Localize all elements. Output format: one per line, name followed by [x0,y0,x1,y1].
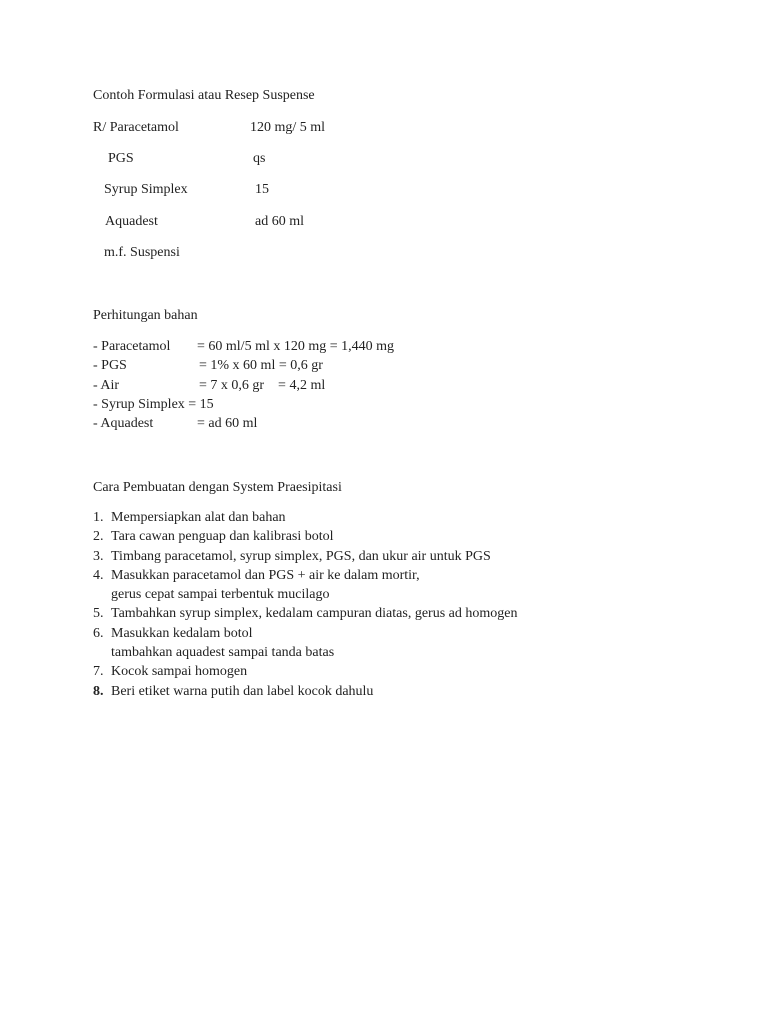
step-text: Beri etiket warna putih dan label kocok dahulu [111,684,374,699]
step-continuation: gerus cepat sampai terbentuk mucilago [111,587,330,602]
recipe-item-name: Syrup Simplex [104,182,188,197]
calc-label: - Air [93,378,120,393]
recipe-item-amount: 120 mg/ 5 ml [250,120,326,135]
recipe-item-name: Aquadest [105,214,158,229]
recipe-item-amount: 15 [255,182,269,197]
page-title: Contoh Formulasi atau Resep Suspense [93,88,315,103]
step-number: 2. [93,529,104,544]
calc-value: = 60 ml/5 ml x 120 mg = 1,440 mg [197,339,395,354]
step-number: 1. [93,510,104,525]
recipe-item-name: m.f. Suspensi [104,245,180,260]
recipe-item-amount: ad 60 ml [255,214,304,229]
calc-label: - Aquadest [93,416,154,431]
calc-label: - Syrup Simplex = 15 [93,397,214,412]
step-text: Masukkan kedalam botol [111,626,253,641]
step-number: 3. [93,549,104,564]
calc-title: Perhitungan bahan [93,308,198,323]
step-number: 8. [93,684,104,699]
step-item [93,684,373,700]
step-number: 6. [93,626,104,641]
recipe-item-name: R/ Paracetamol [93,120,179,135]
step-item [93,606,517,622]
step-number: 4. [93,568,104,583]
calc-value: = 1% x 60 ml = 0,6 gr [199,358,323,373]
recipe-item-name: PGS [108,151,134,166]
step-text: Mempersiapkan alat dan bahan [111,510,286,525]
step-continuation: tambahkan aquadest sampai tanda batas [111,645,335,660]
step-text: Timbang paracetamol, syrup simplex, PGS, dan ukur air untuk PGS [111,549,491,564]
step-item [93,549,491,565]
step-number: 5. [93,606,104,621]
step-item [93,510,286,526]
step-text: Masukkan paracetamol dan PGS + air ke dalam mortir, [111,568,420,583]
step-number: 7. [93,664,104,679]
method-title: Cara Pembuatan dengan System Praesipitasi [93,480,342,495]
calc-value: = 7 x 0,6 gr = 4,2 ml [199,378,326,393]
calc-label: - Paracetamol [93,339,171,354]
step-item [93,626,253,642]
step-item [93,529,334,545]
calc-value: = ad 60 ml [197,416,258,431]
calc-label: - PGS [93,358,127,373]
step-item [93,568,420,584]
step-item [93,664,247,680]
step-text: Kocok sampai homogen [111,664,248,679]
step-text: Tambahkan syrup simplex, kedalam campuran diatas, gerus ad homogen [111,606,518,621]
step-text: Tara cawan penguap dan kalibrasi botol [111,529,334,544]
recipe-item-amount: qs [253,151,266,166]
